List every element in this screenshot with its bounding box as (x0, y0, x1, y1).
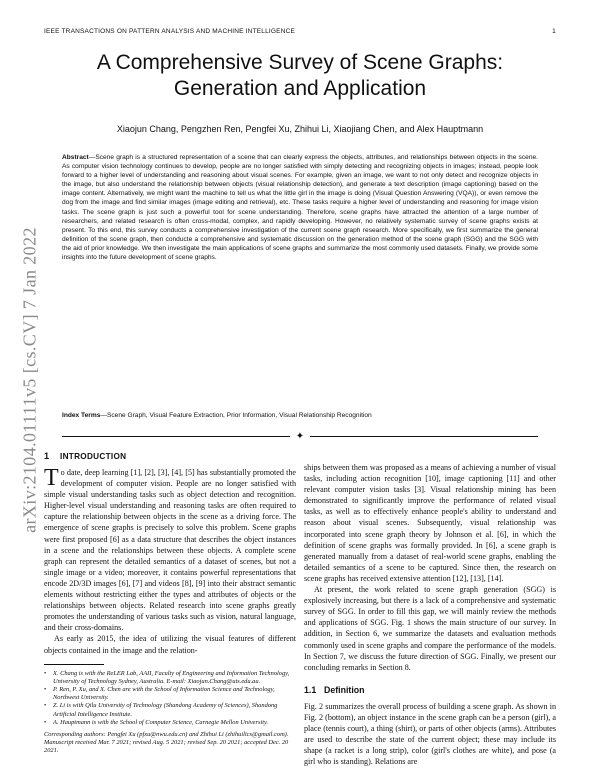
abstract-label: Abstract (62, 154, 89, 161)
footnote-affiliation-1: • X. Chang is with the ReLER Lab, AAII, Faculty of Engineering and Information Technology, University of Technology Sydney, Australia. E-mail: Xiaojun.Chang@uts.edu.au. (44, 669, 290, 685)
divider-line-right (310, 436, 538, 437)
bullet-icon: • (44, 702, 47, 710)
title-line-2: Generation and Application (173, 77, 427, 100)
footnote-affiliation-2: • P. Ren, P. Xu, and X. Chen are with the School of Information Science and Technology, Northwest University. (44, 686, 275, 702)
left-column (44, 451, 296, 756)
journal-name: IEEE TRANSACTIONS ON PATTERN ANALYSIS AND MACHINE INTELLIGENCE (44, 28, 296, 35)
intro-paragraph-1-text: o date, deep learning [1], [2], [3], [4], [5] has substantially promoted the development of computer vision. People are no longer satisfied with simple visual understanding tasks such as object detection and recognition. Higher-level visual understanding and reasoning tasks are often required to capture the relationship between objects in the scene as a driving force. The emergence of scene graphs is precisely to solve this problem. Scene graphs were first proposed [6] as a data structure that describes the object instances in a scene and the relationships between these objects. A complete scene graph can represent the detailed semantics of a dataset of scenes, but not a single image or a video; moreover, it contains powerful representations that encode 2D/3D images [6], [7] and videos [8], [9] into their abstract semantic elements without restricting either the types and attributes of objects or the relationships between objects. Related research into scene graphs greatly promotes the understanding of various tasks such as vision, natural language, and their cross-domains. (44, 468, 296, 633)
index-terms-label: Index Terms (62, 412, 101, 419)
section-title: INTRODUCTION (60, 452, 127, 461)
page-number: 1 (552, 28, 556, 35)
index-terms (62, 411, 538, 420)
divider-line-left (62, 436, 290, 437)
subsection-heading-definition (304, 685, 556, 695)
subsection-title: Definition (324, 684, 365, 695)
section-divider (62, 431, 538, 443)
running-header (44, 28, 556, 40)
subsection-number: 1.1 (304, 684, 317, 695)
abstract-text: —Scene graph is a structured representation of a scene that can clearly express the objects, attributes, and relationships between objects in the scene. As computer vision technology continues to develop, people are no longer satisfied with simply detecting and recognizing objects in images; instead, people look forward to a higher level of understanding and reasoning about visual scenes. For example, given an image, we want to not only detect and recognize objects in the image, but also understand the relationship between objects (visual relationship detection), and generate a text description (image captioning) based on the image content. Alternatively, we might want the machine to tell us what the little girl in the image is doing (Visual Question Answering (VQA)), or even remove the dog from the image and find similar images (image editing and retrieval), etc. These tasks require a higher level of understanding and reasoning for image vision tasks. The scene graph is just such a powerful tool for scene understanding. Therefore, scene graphs have attracted the attention of a large number of researchers, and related research is often cross-modal, complex, and rapidly developing. However, no relatively systematic survey of scene graphs exists at present. To this end, this survey conducts a comprehensive investigation of the current scene graph research. More specifically, we first summarize the general definition of the scene graph, then conducte a comprehensive and systematic discussion on the generation method of the scene graph (SGG) and the SGG with the aid of prior knowledge. We then investigate the main applications of scene graphs and summarize the most commonly used datasets. Finally, we provide some insights into the future development of scene graphs. (62, 154, 538, 262)
author-list: Xiaojun Chang, Pengzhen Ren, Pengfei Xu, Zhihui Li, Xiaojiang Chen, and Alex Hauptmann (116, 124, 484, 134)
bullet-icon: • (44, 686, 47, 693)
corresponding-authors-note: Corresponding authors: Pengfei Xu (pfxu@nwu.edu.cn) and Zhihui Li (zhihuilics@gmail.com). (44, 731, 289, 739)
divider-diamond-icon: ✦ (295, 431, 305, 442)
footnote-rule (44, 664, 104, 665)
definition-paragraph: Fig. 2 summarizes the overall process of building a scene graph. As shown in Fig. 2 (bottom), an object instance in the scene graph can be a person (girl), a place (tennis court), a thing (shirt), or parts of other objects (arms). Attributes are used to describe the state of the current object; these may include its shape (a racket is a long strip), color (girl's clothes are white), and pose (a girl who is standing). Relations are (304, 701, 556, 767)
bullet-icon: • (44, 669, 47, 677)
right-column (304, 462, 556, 767)
right-paragraph-1: ships between them was proposed as a means of achieving a number of visual tasks, including action recognition [10], image captioning [11] and other relevant computer vision tasks [3]. Visual relationship mining has been demonstrated to significantly improve the performance of related visual tasks, as well as to effectively enhance people's ability to understand and reason about visual scenes. Subsequently, visual relationship was incorporated into scene graph theory by Johnson et al. [6], in which the definition of scene graphs was formally provided. In [6], a scene graph is generated manually from a dataset of real-world scene graphs, enabling the detailed semantics of a scene to be captured. Since then, the research on scene graphs has received extensive attention [12], [13], [14]. (304, 463, 556, 583)
title-line-1: A Comprehensive Survey of Scene Graphs: (96, 51, 504, 74)
paper-title (44, 50, 556, 102)
footnote-affiliation-3: • Z. Li is with Qilu University of Technology (Shandong Academy of Sciences), Shandong Artificial Intelligence Institute. (44, 702, 278, 718)
arxiv-stamp-text: arXiv:2104.01111v5 [cs.CV] 7 Jan 2022 (19, 227, 40, 533)
right-paragraph-2: At present, the work related to scene graph generation (SGG) is explosively increasing, but there is a lack of a comprehensive and systematic survey of SGG. In order to fill this gap, we will mainly review the methods and applications of SGG. Fig. 1 shows the main structure of our survey. In addition, in Section 6, we summarize the datasets and evaluation methods commonly used in scene graphs and compare the performance of the models. In Section 7, we discuss the future direction of SGG. Finally, we present our concluding remarks in Section 8. (304, 585, 556, 672)
drop-cap: T (44, 465, 59, 491)
section-number: 1 (44, 451, 50, 461)
section-heading-introduction (44, 451, 296, 461)
footnote-affiliation-4: • A. Hauptmann is with the School of Computer Science, Carnegie Mellon University. (44, 718, 269, 726)
bullet-icon: • (44, 718, 47, 726)
intro-paragraph-2: As early as 2015, the idea of utilizing the visual features of different objects contained in the image and the relation- (44, 634, 296, 655)
intro-paragraph-1 (44, 467, 296, 633)
index-terms-text: —Scene Graph, Visual Feature Extraction, Prior Information, Visual Relationship Recognition (100, 412, 372, 419)
manuscript-dates-note: Manuscript received Mar. 7 2021; revised Aug. 5 2021; revised Sep. 20 2021; accepted Dec. 20 2021. (44, 739, 289, 755)
abstract (62, 153, 538, 262)
